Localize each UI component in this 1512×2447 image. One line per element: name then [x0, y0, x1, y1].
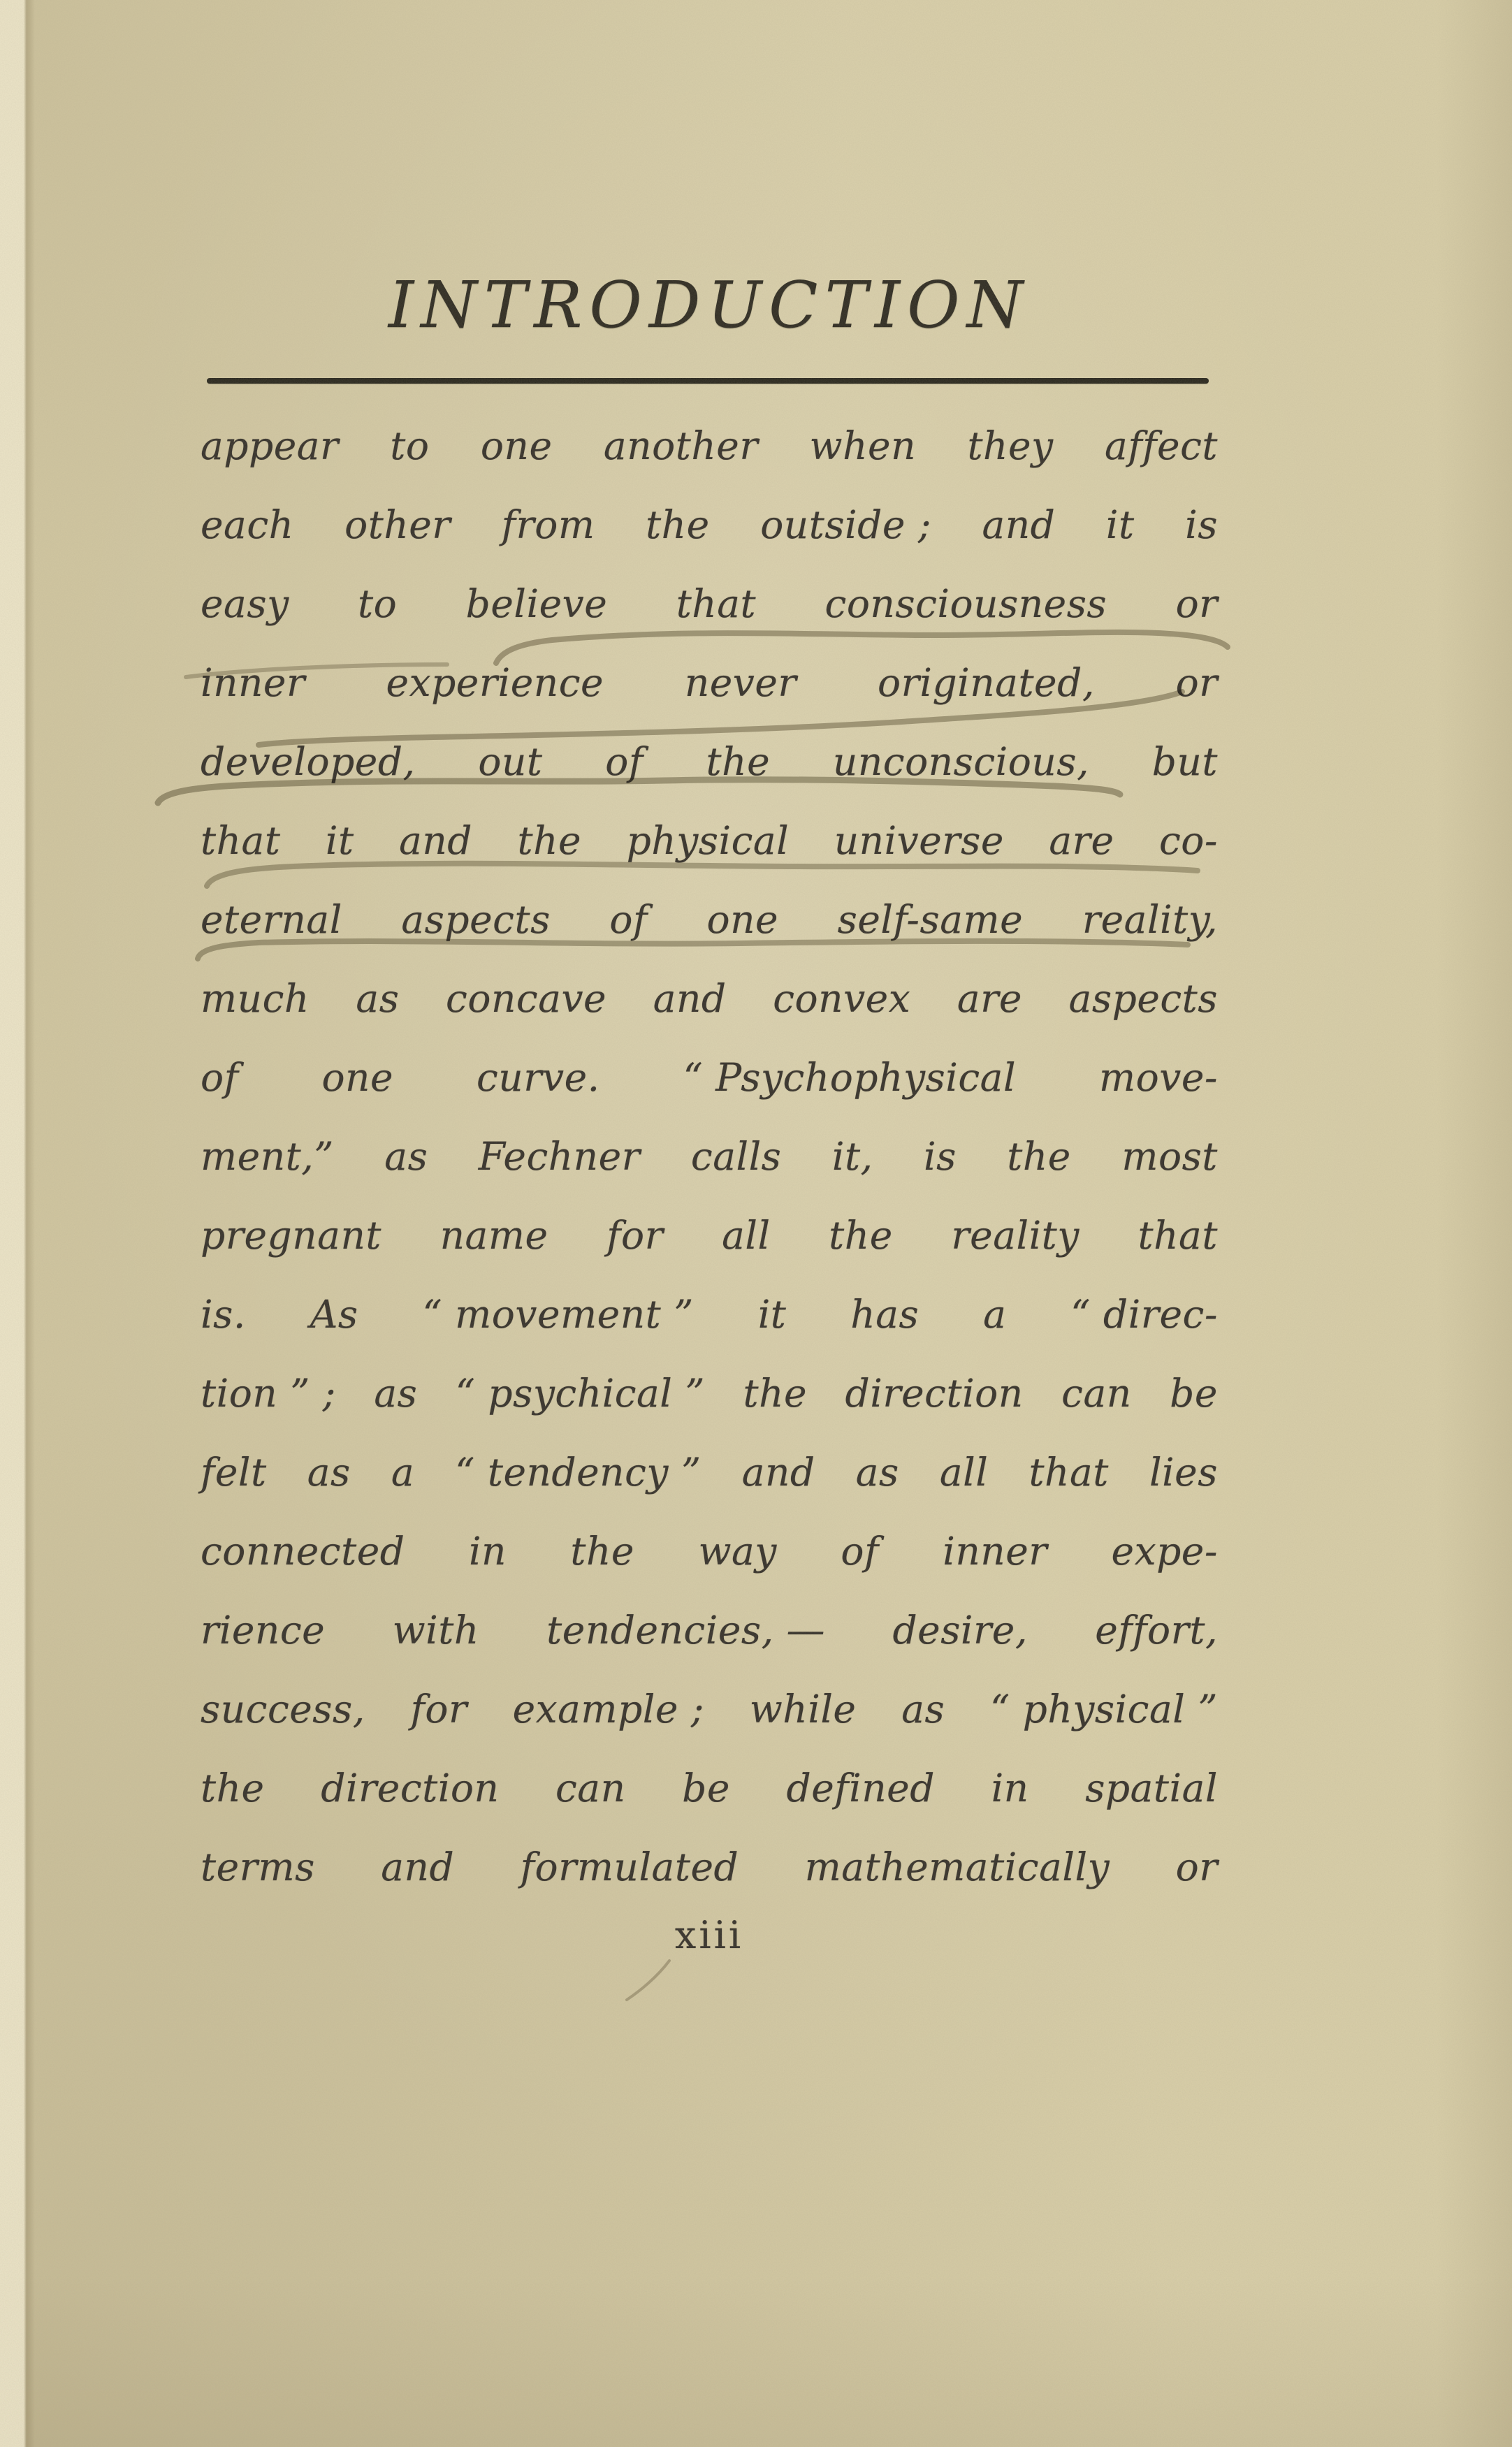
word: of: [201, 1055, 239, 1100]
word: or: [1175, 1845, 1218, 1889]
word: the: [517, 818, 582, 863]
word: from: [501, 502, 595, 547]
word: a: [983, 1292, 1007, 1337]
word: the: [1007, 1134, 1071, 1179]
word: concave: [446, 976, 607, 1021]
word: and: [741, 1450, 815, 1495]
text-line: [201, 407, 1218, 486]
word: of: [605, 739, 644, 784]
word: outside ;: [760, 502, 931, 547]
page-title: INTRODUCTION: [388, 268, 1031, 342]
word: aspects: [401, 897, 551, 942]
word: calls: [690, 1134, 782, 1179]
word: or: [1175, 581, 1218, 626]
word: most: [1121, 1134, 1218, 1179]
word: and: [381, 1845, 455, 1889]
word: the: [570, 1529, 634, 1574]
word: self-same: [837, 897, 1024, 942]
word: and: [653, 976, 727, 1021]
word: the: [646, 502, 710, 547]
word: it: [325, 818, 354, 863]
word: one: [480, 423, 553, 468]
text-line: [201, 723, 1218, 801]
text-line: [201, 644, 1218, 723]
word: never: [684, 660, 797, 705]
word: that: [676, 581, 757, 626]
word: name: [439, 1213, 548, 1258]
word: effort,: [1095, 1608, 1218, 1653]
word: is: [1185, 502, 1218, 547]
word: to: [390, 423, 430, 468]
word: move-: [1098, 1055, 1218, 1100]
word: as: [901, 1687, 945, 1731]
word: formulated: [520, 1845, 739, 1889]
word: rience: [201, 1608, 326, 1653]
word: inner: [201, 660, 305, 705]
word: can: [1061, 1371, 1132, 1416]
word: are: [1049, 818, 1114, 863]
word: “ psychical ”: [455, 1371, 706, 1416]
word: but: [1151, 739, 1218, 784]
text-line: [201, 1433, 1218, 1512]
text-line: [201, 1591, 1218, 1670]
text-line: [201, 959, 1218, 1038]
word: and: [399, 818, 473, 863]
text-line: [201, 1512, 1218, 1591]
text-line: [201, 801, 1218, 880]
word: that: [1028, 1450, 1109, 1495]
word: all: [939, 1450, 989, 1495]
word: direction: [845, 1371, 1024, 1416]
word: while: [749, 1687, 857, 1731]
text-line: [201, 1670, 1218, 1749]
word: direction: [321, 1766, 500, 1810]
word: has: [850, 1292, 919, 1337]
word: tion ” ;: [201, 1371, 336, 1416]
word: co-: [1158, 818, 1218, 863]
word: Fechner: [478, 1134, 641, 1179]
word: experience: [386, 660, 604, 705]
word: easy: [201, 581, 289, 626]
text-line: [201, 1196, 1218, 1275]
text-line: [201, 1275, 1218, 1354]
text-line: [201, 1828, 1218, 1907]
word: can: [555, 1766, 626, 1810]
word: as: [384, 1134, 428, 1179]
word: unconscious,: [832, 739, 1089, 784]
page-number: xiii: [674, 1913, 744, 1957]
word: when: [809, 423, 917, 468]
word: and: [982, 502, 1056, 547]
body-text: [201, 407, 1218, 1907]
word: “ movement ”: [422, 1292, 694, 1337]
word: as: [307, 1450, 351, 1495]
word: universe: [834, 818, 1004, 863]
pencil-scratch: [627, 1961, 669, 2000]
word: connected: [201, 1529, 405, 1574]
word: aspects: [1068, 976, 1218, 1021]
word: appear: [201, 423, 339, 468]
word: example ;: [512, 1687, 704, 1731]
word: much: [201, 976, 310, 1021]
word: it: [757, 1292, 787, 1337]
word: spatial: [1085, 1766, 1218, 1810]
word: “ physical ”: [990, 1687, 1218, 1731]
word: for: [410, 1687, 467, 1731]
text-line: [201, 1117, 1218, 1196]
word: be: [1170, 1371, 1218, 1416]
word: the: [201, 1766, 265, 1810]
word: “ direc-: [1070, 1292, 1218, 1337]
word: “ tendency ”: [455, 1450, 702, 1495]
word: in: [991, 1766, 1029, 1810]
word: to: [358, 581, 398, 626]
word: of: [841, 1529, 879, 1574]
word: eternal: [201, 897, 342, 942]
word: reality,: [1082, 897, 1218, 942]
text-line: [201, 1749, 1218, 1828]
word: with: [392, 1608, 479, 1653]
word: in: [468, 1529, 507, 1574]
word: be: [682, 1766, 730, 1810]
word: lies: [1149, 1450, 1218, 1495]
word: As: [310, 1292, 358, 1337]
word: mathematically: [804, 1845, 1110, 1889]
title-rule: [207, 378, 1209, 384]
text-line: [201, 1354, 1218, 1433]
word: other: [344, 502, 451, 547]
word: out: [478, 739, 543, 784]
word: as: [356, 976, 400, 1021]
word: the: [706, 739, 771, 784]
text-line: [201, 880, 1218, 959]
word: they: [967, 423, 1054, 468]
word: “ Psychophysical: [683, 1055, 1017, 1100]
word: that: [1137, 1213, 1218, 1258]
text-line: [201, 1038, 1218, 1117]
word: convex: [773, 976, 911, 1021]
word: are: [957, 976, 1022, 1021]
word: the: [829, 1213, 893, 1258]
word: developed,: [201, 739, 416, 784]
word: it,: [831, 1134, 873, 1179]
word: consciousness: [824, 581, 1107, 626]
word: originated,: [877, 660, 1095, 705]
word: ment,”: [201, 1134, 334, 1179]
word: each: [201, 502, 294, 547]
word: all: [722, 1213, 771, 1258]
word: felt: [201, 1450, 267, 1495]
word: the: [743, 1371, 808, 1416]
word: one: [321, 1055, 394, 1100]
word: of: [609, 897, 648, 942]
word: success,: [201, 1687, 365, 1731]
text-line: [201, 565, 1218, 644]
word: defined: [786, 1766, 935, 1810]
word: terms: [201, 1845, 315, 1889]
word: a: [391, 1450, 415, 1495]
word: that: [201, 818, 281, 863]
word: tendencies, —: [546, 1608, 826, 1653]
word: pregnant: [201, 1213, 381, 1258]
word: or: [1175, 660, 1218, 705]
word: one: [706, 897, 779, 942]
word: physical: [626, 818, 790, 863]
word: believe: [465, 581, 608, 626]
word: is: [924, 1134, 957, 1179]
word: desire,: [892, 1608, 1028, 1653]
word: way: [698, 1529, 777, 1574]
word: expe-: [1111, 1529, 1218, 1574]
word: is.: [201, 1292, 246, 1337]
word: inner: [943, 1529, 1048, 1574]
word: for: [606, 1213, 664, 1258]
word: affect: [1105, 423, 1218, 468]
text-line: [201, 486, 1218, 565]
word: curve.: [476, 1055, 600, 1100]
word: another: [603, 423, 759, 468]
word: reality: [951, 1213, 1080, 1258]
word: as: [374, 1371, 418, 1416]
word: it: [1105, 502, 1135, 547]
word: as: [855, 1450, 899, 1495]
